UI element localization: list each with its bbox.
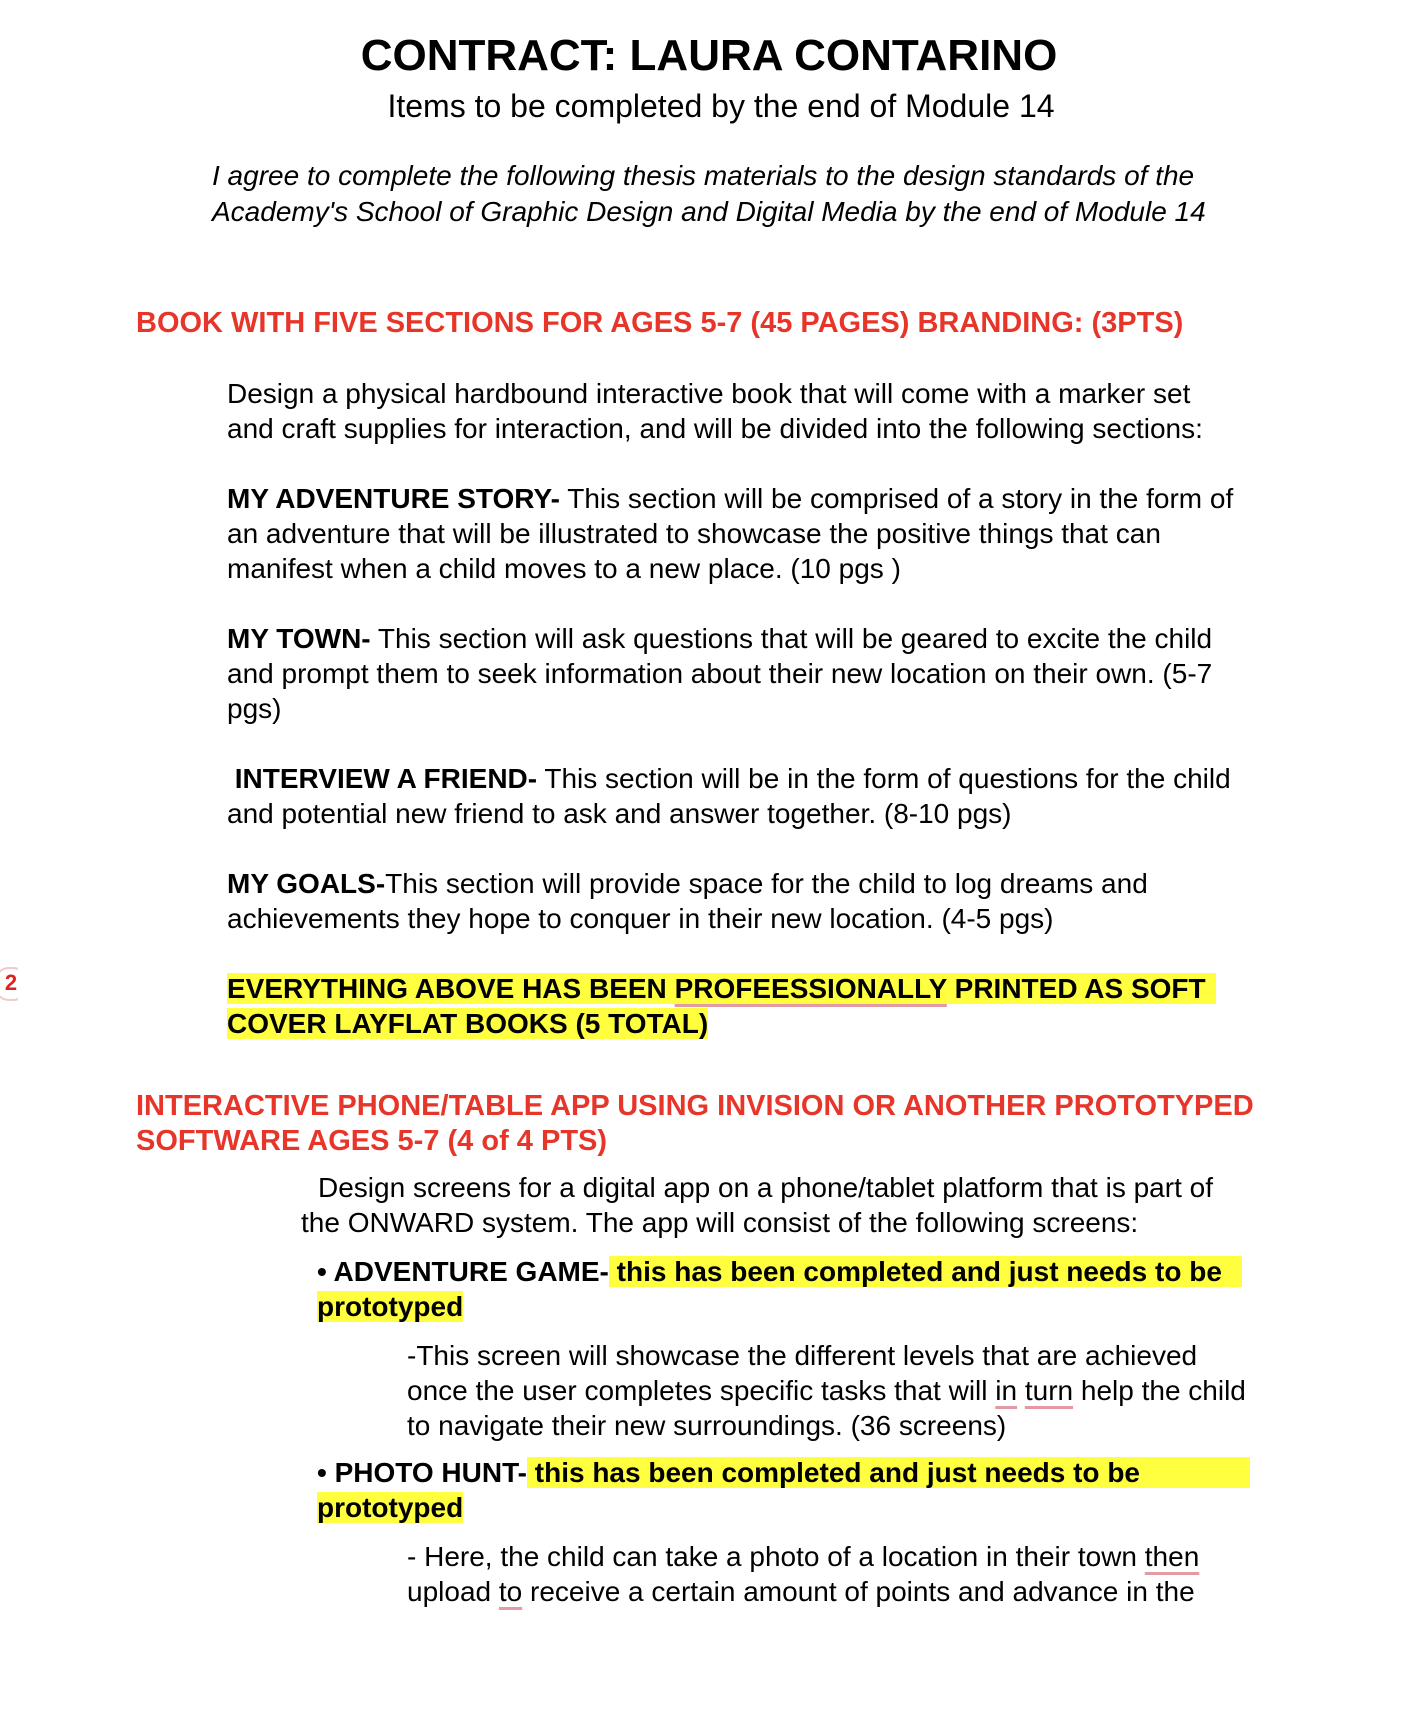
grammar-flag-word[interactable]: turn [1024, 1375, 1074, 1406]
book-item-text: an adventure that will be illustrated to showcase the positive things that can [227, 518, 1161, 549]
book-section-heading: BOOK WITH FIVE SECTIONS FOR AGES 5-7 (45 PAGES) BRANDING: (3PTS) [136, 307, 1184, 339]
app-screen-detail-line: to navigate their new surroundings. (36 screens) [407, 1410, 1007, 1441]
bullet: • [317, 1256, 334, 1287]
book-item-interview-friend [227, 761, 1231, 831]
book-item-my-town [227, 621, 1212, 726]
page-title: CONTRACT: LAURA CONTARINO [360, 31, 1058, 80]
app-description-line: Design screens for a digital app on a phone/tablet platform that is part of [318, 1172, 1213, 1203]
app-screen-detail-line: receive a certain amount of points and advance in the [522, 1576, 1195, 1607]
agreement-line: Academy's School of Graphic Design and Digital Media by the end of Module 14 [212, 196, 1206, 227]
space [1017, 1375, 1025, 1406]
book-item-label: MY GOALS- [227, 868, 386, 899]
comment-badge[interactable] [0, 967, 18, 1003]
status-text: COVER LAYFLAT BOOKS (5 TOTAL) [227, 1008, 709, 1039]
book-item-text: This section will ask questions that will be geared to excite the child [370, 623, 1213, 654]
app-screen-detail-line: - Here, the child can take a photo of a location in their town [407, 1541, 1145, 1572]
app-screen-status: this has been completed and just needs to be [609, 1256, 1242, 1287]
app-description [301, 1170, 1213, 1240]
spelling-error-word[interactable]: PROFEESSIONALLY [674, 973, 947, 1004]
app-screen-detail-line: once the user completes specific tasks that will [407, 1375, 996, 1406]
grammar-flag-word[interactable]: in [995, 1375, 1018, 1406]
book-description-line: Design a physical hardbound interactive book that will come with a marker set [227, 378, 1191, 409]
book-item-text: and potential new friend to ask and answer together. (8-10 pgs) [227, 798, 1012, 829]
app-screen-detail-line: help the child [1073, 1375, 1246, 1406]
book-item-my-goals [227, 866, 1148, 936]
book-item-label: MY TOWN- [227, 623, 371, 654]
book-item-adventure-story [227, 481, 1233, 586]
book-item-label: INTERVIEW A FRIEND- [227, 763, 538, 794]
book-item-text: This section will be comprised of a story in the form of [559, 483, 1234, 514]
comment-count: 2 [0, 967, 18, 1001]
app-screen-detail-line: -This screen will showcase the different levels that are achieved [407, 1340, 1198, 1371]
app-screen-status: prototyped [317, 1492, 464, 1523]
app-description-line: the ONWARD system. The app will consist of the following screens: [301, 1207, 1139, 1238]
app-section-heading [136, 1089, 1254, 1159]
grammar-flag-word[interactable]: to [498, 1576, 523, 1607]
app-heading-line: INTERACTIVE PHONE/TABLE APP USING INVISION OR ANOTHER PROTOTYPED [136, 1090, 1254, 1122]
book-item-text: This section will provide space for the child to log dreams and [385, 868, 1148, 899]
book-item-text: achievements they hope to conquer in their new location. (4-5 pgs) [227, 903, 1054, 934]
book-description-line: and craft supplies for interaction, and will be divided into the following sections: [227, 413, 1203, 444]
app-heading-line: SOFTWARE AGES 5-7 (4 of 4 PTS) [136, 1125, 608, 1157]
status-text: PRINTED AS SOFT [946, 973, 1206, 1004]
app-screen-detail-line: upload [407, 1576, 499, 1607]
app-screen-photo-hunt [317, 1455, 1250, 1525]
app-screen-status: this has been completed and just needs to be [527, 1457, 1250, 1488]
book-item-text: pgs) [227, 693, 282, 724]
app-screen-label: ADVENTURE GAME- [333, 1256, 609, 1287]
book-item-text: This section will be in the form of questions for the child [537, 763, 1231, 794]
book-item-label: MY ADVENTURE STORY- [227, 483, 560, 514]
agreement-statement [212, 158, 1332, 230]
page-subtitle: Items to be completed by the end of Module 14 [387, 88, 1055, 124]
app-screen-detail [407, 1539, 1199, 1609]
agreement-line: I agree to complete the following thesis materials to the design standards of the [212, 160, 1195, 191]
grammar-flag-word[interactable]: then [1144, 1541, 1200, 1572]
status-text: EVERYTHING ABOVE HAS BEEN [227, 973, 675, 1004]
app-screen-status: prototyped [317, 1291, 464, 1322]
book-status-highlight [227, 971, 1216, 1041]
book-description [227, 376, 1203, 446]
app-screen-adventure-game [317, 1254, 1242, 1324]
app-screen-label: PHOTO HUNT- [334, 1457, 527, 1488]
bullet: • [317, 1457, 335, 1488]
book-item-text: manifest when a child moves to a new place. (10 pgs ) [227, 553, 901, 584]
book-item-text: and prompt them to seek information about their new location on their own. (5-7 [227, 658, 1213, 689]
app-screen-detail [407, 1338, 1246, 1443]
